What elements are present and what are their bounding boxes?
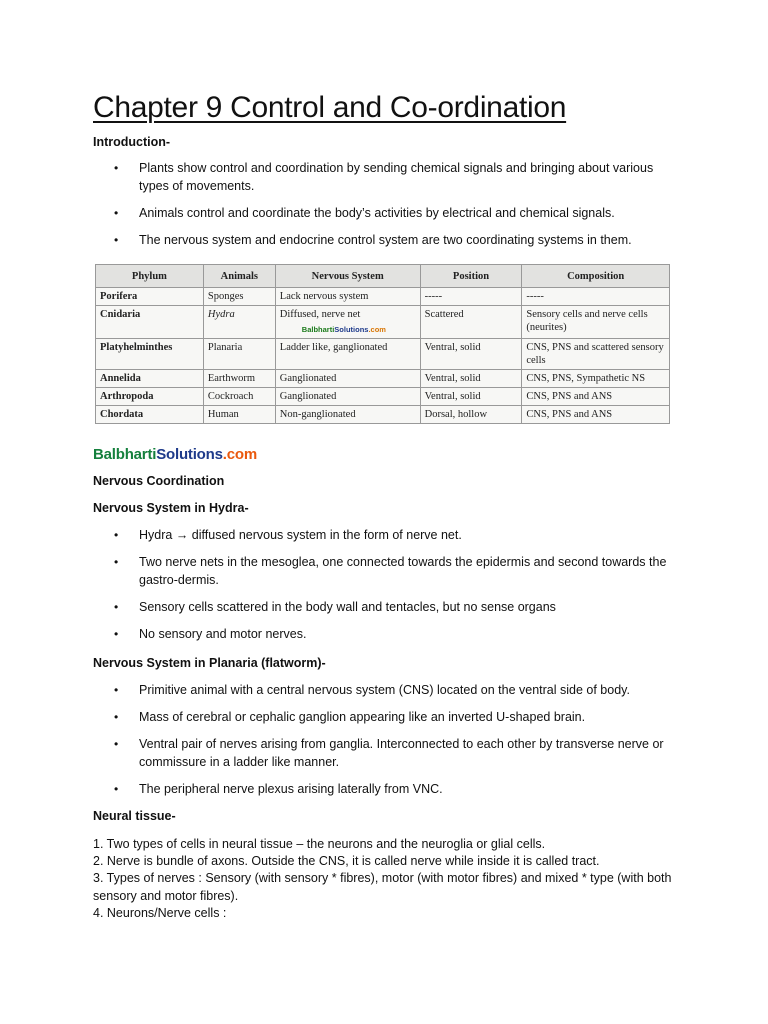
table-cell: Scattered [420,306,522,339]
brand-logo [93,446,257,463]
neural-item: 4. Neurons/Nerve cells : [93,905,227,920]
brand-part: .com [222,446,257,463]
table-cell: Planaria [203,339,275,370]
hydra-heading: Nervous System in Hydra- [93,501,249,515]
neural-item: 3. Types of nerves : Sensory (with sensory * fibres), motor (with motor fibres) and mixed * type (with both sensory and motor fibres). [93,871,672,903]
table-cell: Platyhelminthes [96,339,204,370]
table-header: Composition [522,265,670,288]
hydra-bullet: • No sensory and motor nerves. [93,626,683,644]
intro-heading: Introduction- [93,135,171,149]
table-cell: Chordata [96,406,204,424]
table-cell: CNS, PNS and scattered sensory cells [522,339,670,370]
table-row [96,388,670,406]
hydra-bullet: • Hydra → diffused nervous system in the form of nerve net. [93,527,683,545]
table-header-row [96,265,670,288]
table-cell: Human [203,406,275,424]
table-row [96,370,670,388]
table-cell: Hydra [203,306,275,339]
planaria-bullet: • The peripheral nerve plexus arising laterally from VNC. [93,781,683,799]
table-cell: Sponges [203,288,275,306]
table-cell: Cnidaria [96,306,204,339]
intro-bullet: • Plants show control and coordination by sending chemical signals and bringing about various types of movements. [93,160,683,195]
table-cell-text: Diffused, nerve net [279,309,361,320]
watermark-part: Balbharti [301,325,335,334]
table-cell: Ladder like, ganglionated [275,339,420,370]
table-row [96,288,670,306]
table-cell: Ganglionated [275,388,420,406]
planaria-bullet-list [93,682,683,808]
table-cell: Ganglionated [275,370,420,388]
table-cell: Earthworm [203,370,275,388]
table-cell: Cockroach [203,388,275,406]
table-header: Animals [203,265,275,288]
table-cell: ----- [420,288,522,306]
table-cell: Ventral, solid [420,370,522,388]
intro-bullet: • Animals control and coordinate the body’s activities by electrical and chemical signals. [93,205,683,223]
intro-bullet-list [93,160,683,259]
neural-numbered-list [93,836,693,922]
watermark-part: .com [368,325,386,334]
table-cell [275,306,420,339]
neural-item: 2. Nerve is bundle of axons. Outside the CNS, it is called nerve while inside it is called tract. [93,854,600,869]
table-cell: CNS, PNS and ANS [522,406,670,424]
table-row [96,406,670,424]
table-cell: Porifera [96,288,204,306]
table-header: Nervous System [275,265,420,288]
table-cell: Annelida [96,370,204,388]
watermark-part: Solutions [334,325,369,334]
planaria-bullet: • Mass of cerebral or cephalic ganglion appearing like an inverted U-shaped brain. [93,709,683,727]
table-cell: Sensory cells and nerve cells (neurites) [522,306,670,339]
table-cell: CNS, PNS, Sympathetic NS [522,370,670,388]
table-row [96,306,670,339]
page-title: Chapter 9 Control and Co-ordination [93,91,567,124]
brand-part: Balbharti [93,446,157,463]
table-cell: Arthropoda [96,388,204,406]
planaria-heading: Nervous System in Planaria (flatworm)- [93,656,326,670]
table-cell: ----- [522,288,670,306]
table-cell: Dorsal, hollow [420,406,522,424]
table-row [96,339,670,370]
table-header: Position [420,265,522,288]
brand-part: Solutions [156,446,223,463]
section-heading: Nervous Coordination [93,474,225,488]
table-header: Phylum [96,265,204,288]
table-cell: CNS, PNS and ANS [522,388,670,406]
planaria-bullet: • Primitive animal with a central nervous system (CNS) located on the ventral side of body. [93,682,683,700]
hydra-bullet-list [93,527,683,653]
table-cell: Ventral, solid [420,388,522,406]
hydra-bullet: • Two nerve nets in the mesoglea, one connected towards the epidermis and second towards the gastro-dermis. [93,554,683,589]
table-cell: Non-ganglionated [275,406,420,424]
table-cell: Ventral, solid [420,339,522,370]
hydra-bullet: • Sensory cells scattered in the body wall and tentacles, but no sense organs [93,599,683,617]
planaria-bullet: • Ventral pair of nerves arising from ganglia. Interconnected to each other by transverse nerve or commissure in a ladder like manner. [93,736,683,771]
phylum-table [95,264,670,424]
table-cell: Lack nervous system [275,288,420,306]
intro-bullet: • The nervous system and endocrine control system are two coordinating systems in them. [93,232,683,250]
neural-item: 1. Two types of cells in neural tissue – the neurons and the neuroglia or glial cells. [93,837,546,851]
neural-heading: Neural tissue- [93,809,176,823]
watermark-logo [302,323,416,336]
